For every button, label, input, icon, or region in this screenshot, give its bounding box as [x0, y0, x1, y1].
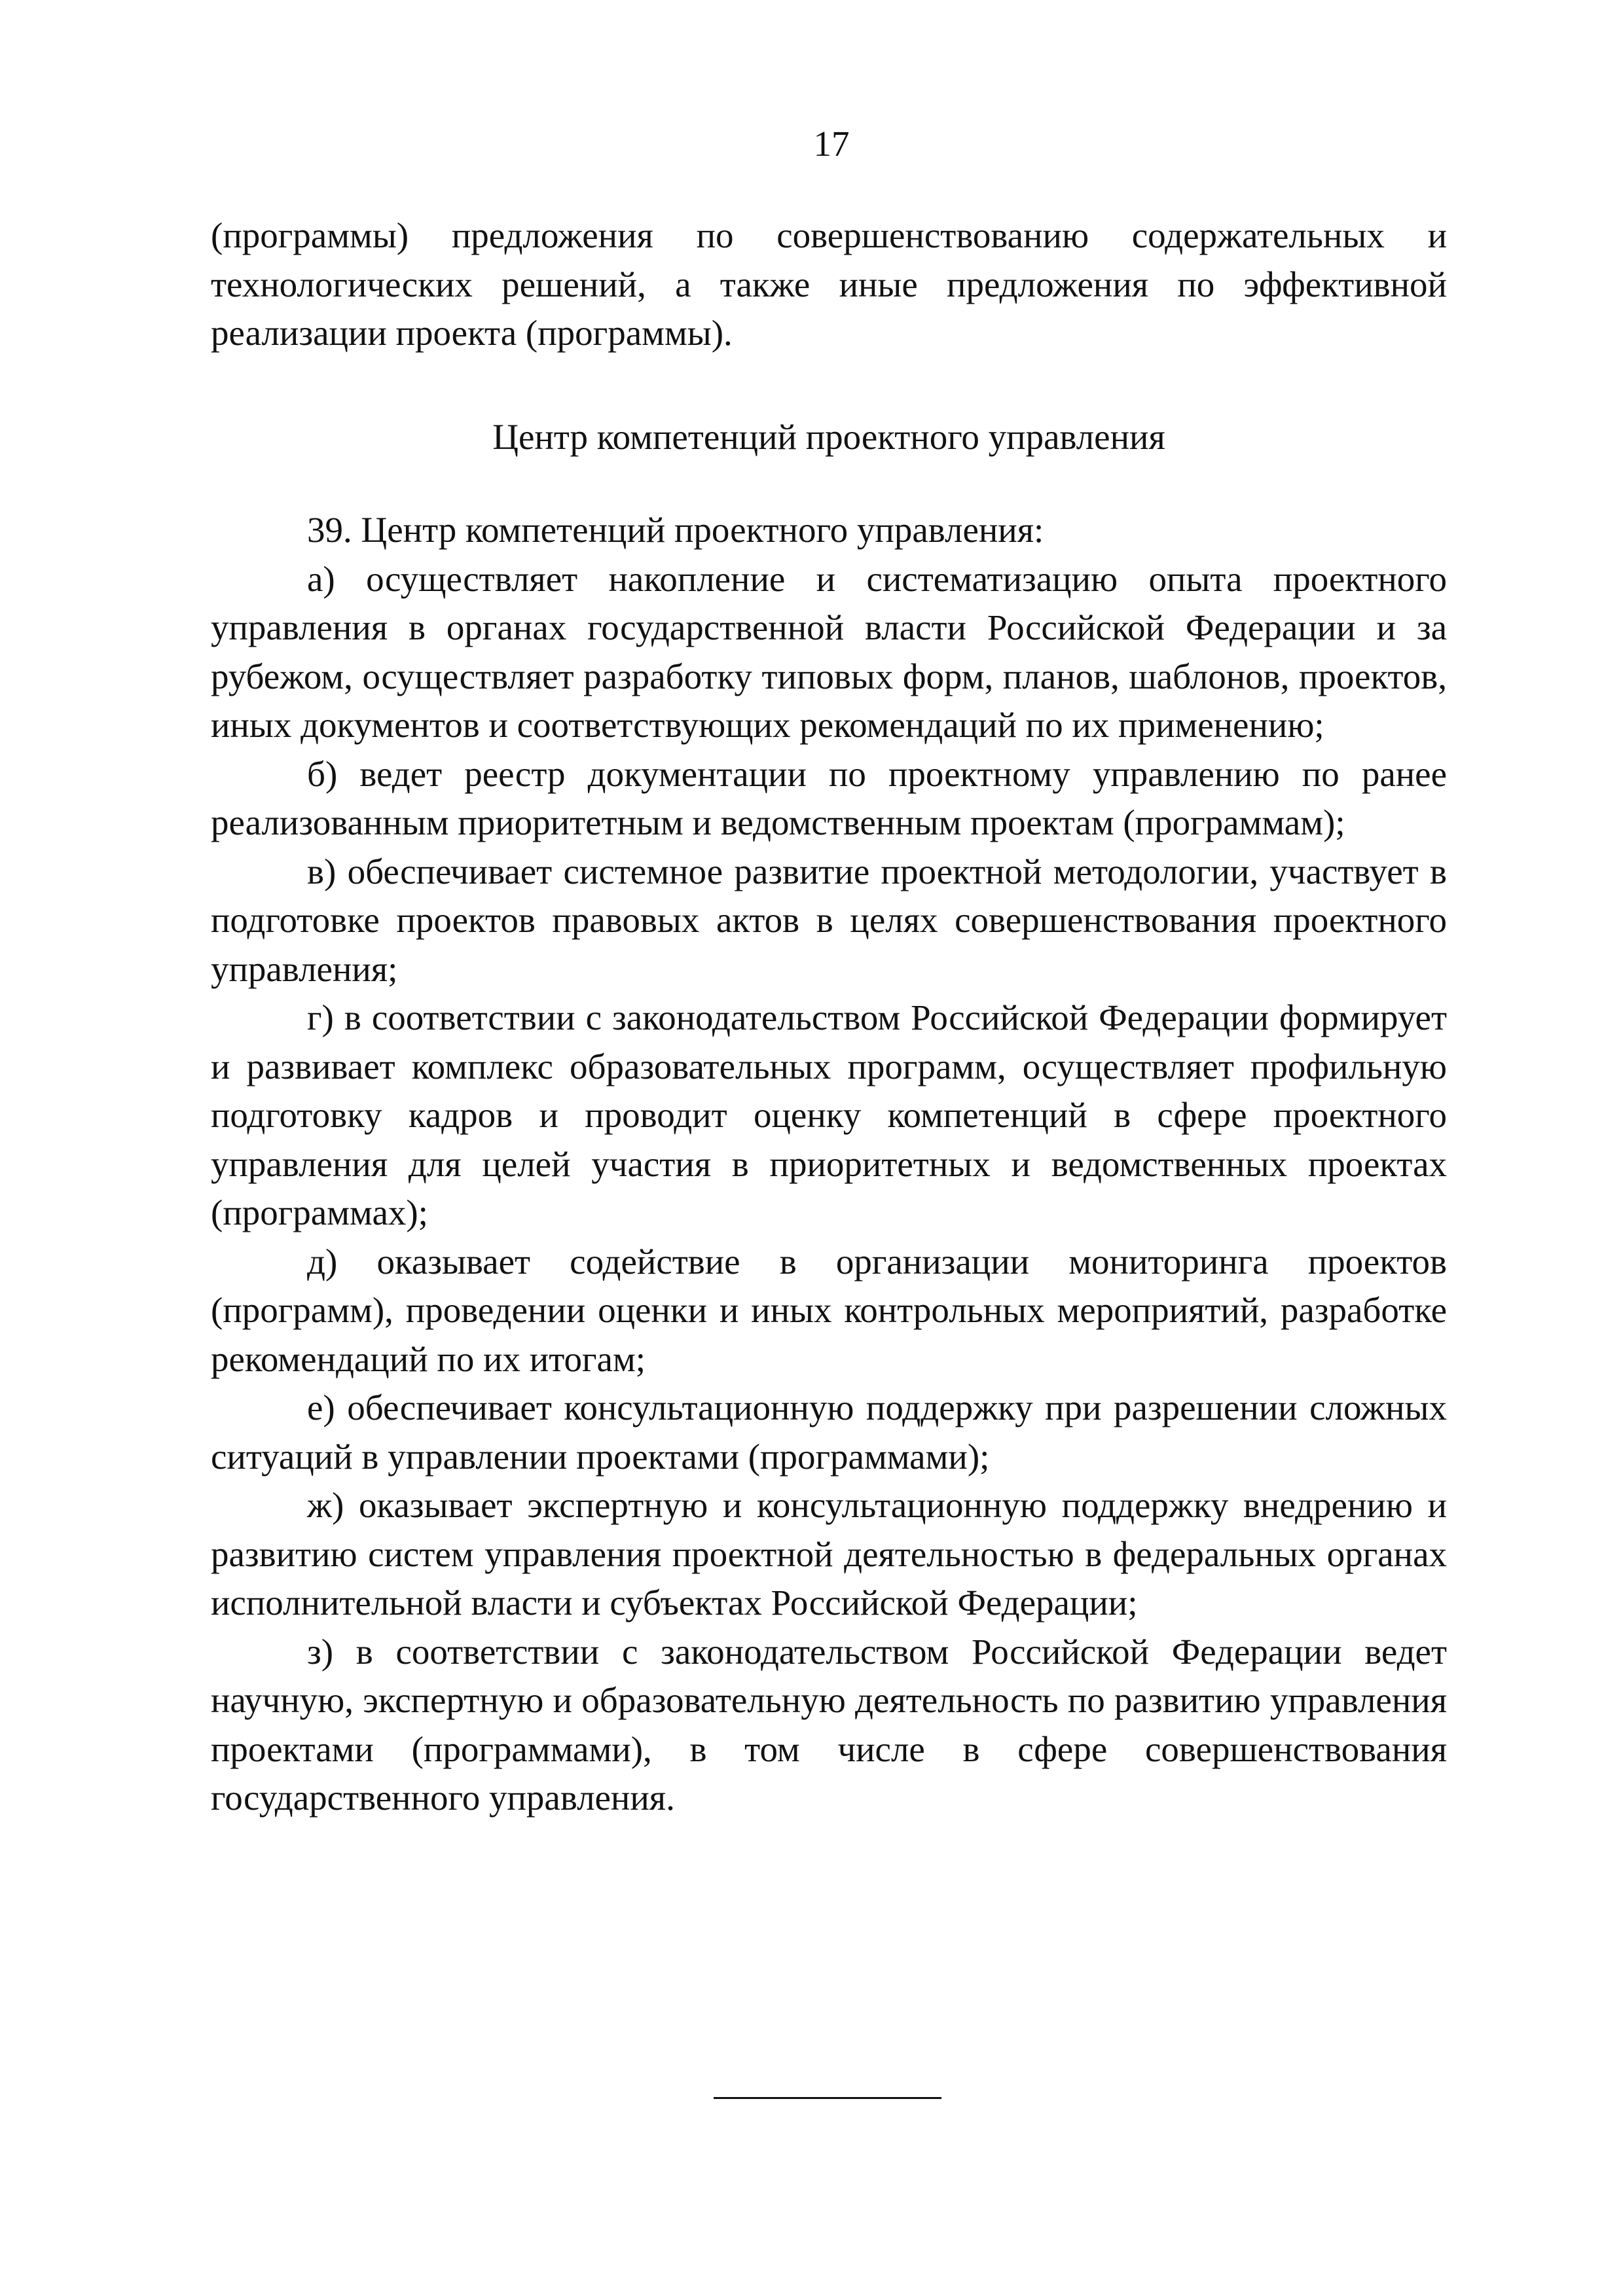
- clause-item-a: а) осуществляет накопление и систематизацию опыта проектного управления в органах государственной власти Российской Федерации и за рубежом, осуществляет разработку типовых форм, планов, шаблонов, проектов, иных документов и соответствующих рекомендаций по их применению;: [211, 558, 1447, 745]
- end-of-text-divider: [714, 2097, 941, 2099]
- clause-item-zh: ж) оказывает экспертную и консультационную поддержку внедрению и развитию систем управления проектной деятельностью в федеральных органах исполнительной власти и субъектах Российской Федерации;: [211, 1485, 1447, 1623]
- clause-item-v: в) обеспечивает системное развитие проектной методологии, участвует в подготовке проектов правовых актов в целях совершенствования проектного управления;: [211, 851, 1447, 989]
- clause-item-b: б) ведет реестр документации по проектному управлению по ранее реализованным приоритетным и ведомственным проектам (программам);: [211, 753, 1447, 842]
- clause-39: [211, 506, 1447, 1823]
- clause-item-e: е) обеспечивает консультационную поддержку при разрешении сложных ситуаций в управлении проектами (программами);: [211, 1388, 1447, 1477]
- clause-item-d: д) оказывает содействие в организации мониторинга проектов (программ), проведении оценки и иных контрольных мероприятий, разработке рекомендаций по их итогам;: [211, 1241, 1447, 1379]
- clause-lead: 39. Центр компетенций проектного управления:: [307, 510, 1044, 550]
- section-title: Центр компетенций проектного управления: [492, 417, 1165, 457]
- clause-item-g: г) в соответствии с законодательством Российской Федерации формирует и развивает комплекс образовательных программ, осуществляет профильную подготовку кадров и проводит оценку компетенций в сфере проектного управления для целей участия в приоритетных и ведомственных проектах (программах);: [211, 997, 1447, 1232]
- clause-item-z: з) в соответствии с законодательством Российской Федерации ведет научную, экспертную и образовательную деятельность по развитию управления проектами (программами), в том числе в сфере совершенствования государственного управления.: [211, 1631, 1447, 1818]
- intro-paragraph-block: [211, 211, 1447, 358]
- page-number: 17: [813, 124, 850, 164]
- intro-paragraph: (программы) предложения по совершенствованию содержательных и технологических решений, а также иные предложения по эффективной реализации проекта (программы).: [211, 215, 1447, 353]
